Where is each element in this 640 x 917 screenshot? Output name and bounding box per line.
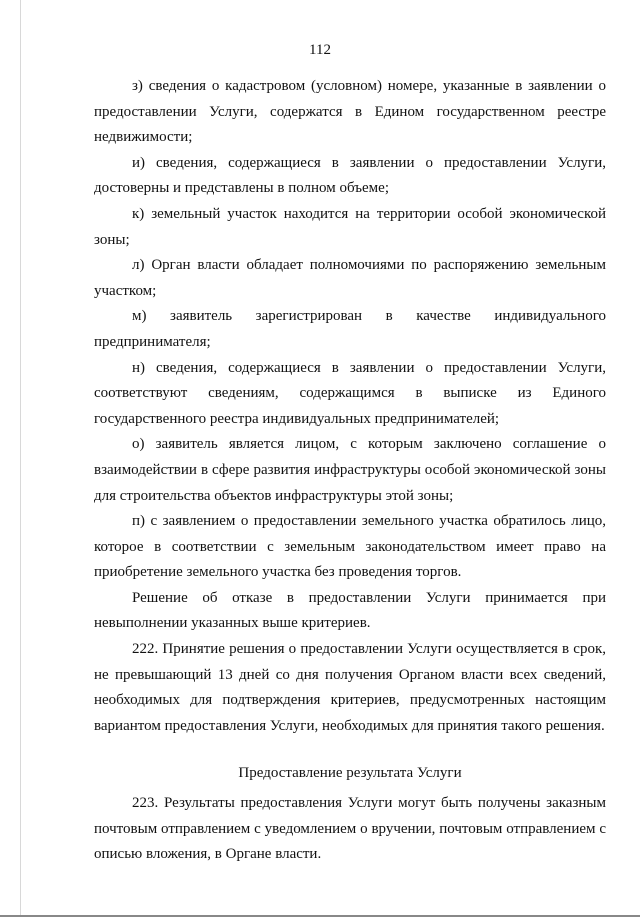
page-number: 112 [309,42,331,58]
document-body [94,74,606,868]
paragraph-p: п) с заявлением о предоставлении земельного участка обратилось лицо, которое в соответствии с земельным законодательством имеет право на приобретение земельного участка без проведения торгов. [94,513,606,581]
paragraph-i: и) сведения, содержащиеся в заявлении о предоставлении Услуги, достоверны и представлены в полном объеме; [94,154,606,197]
paragraph-222: 222. Принятие решения о предоставлении Услуги осуществляется в срок, не превышающий 13 дней со дня получения Органом власти всех сведений, необходимых для подтверждения критериев, предусмотренных настоящим вариантом предоставления Услуги, необходимых для принятия такого решения. [94,641,606,734]
paragraph-refusal: Решение об отказе в предоставлении Услуги принимается при невыполнении указанных выше критериев. [94,589,606,632]
scan-edge-line [20,0,21,917]
paragraph-m: м) заявитель зарегистрирован в качестве индивидуального предпринимателя; [94,308,606,350]
paragraph-l: л) Орган власти обладает полномочиями по распоряжению земельным участком; [94,257,606,299]
paragraph-k: к) земельный участок находится на территории особой экономической зоны; [94,205,606,248]
section-heading: Предоставление результата Услуги [238,765,462,782]
paragraph-z: з) сведения о кадастровом (условном) номере, указанные в заявлении о предоставлении Услуги, содержатся в Едином государственном реестре недвижимости; [94,78,606,146]
paragraph-n: н) сведения, содержащиеся в заявлении о предоставлении Услуги, соответствуют сведениям, содержащимся в выписке из Единого государственного реестра индивидуальных предпринимателей; [94,359,606,427]
paragraph-223: 223. Результаты предоставления Услуги могут быть получены заказным почтовым отправлением с уведомлением о вручении, почтовым отправлением с описью вложения, в Органе власти. [94,795,606,863]
paragraph-o: о) заявитель является лицом, с которым заключено соглашение о взаимодействии в сфере развития инфраструктуры особой экономической зоны для строительства объектов инфраструктуры этой зоны; [94,436,606,504]
